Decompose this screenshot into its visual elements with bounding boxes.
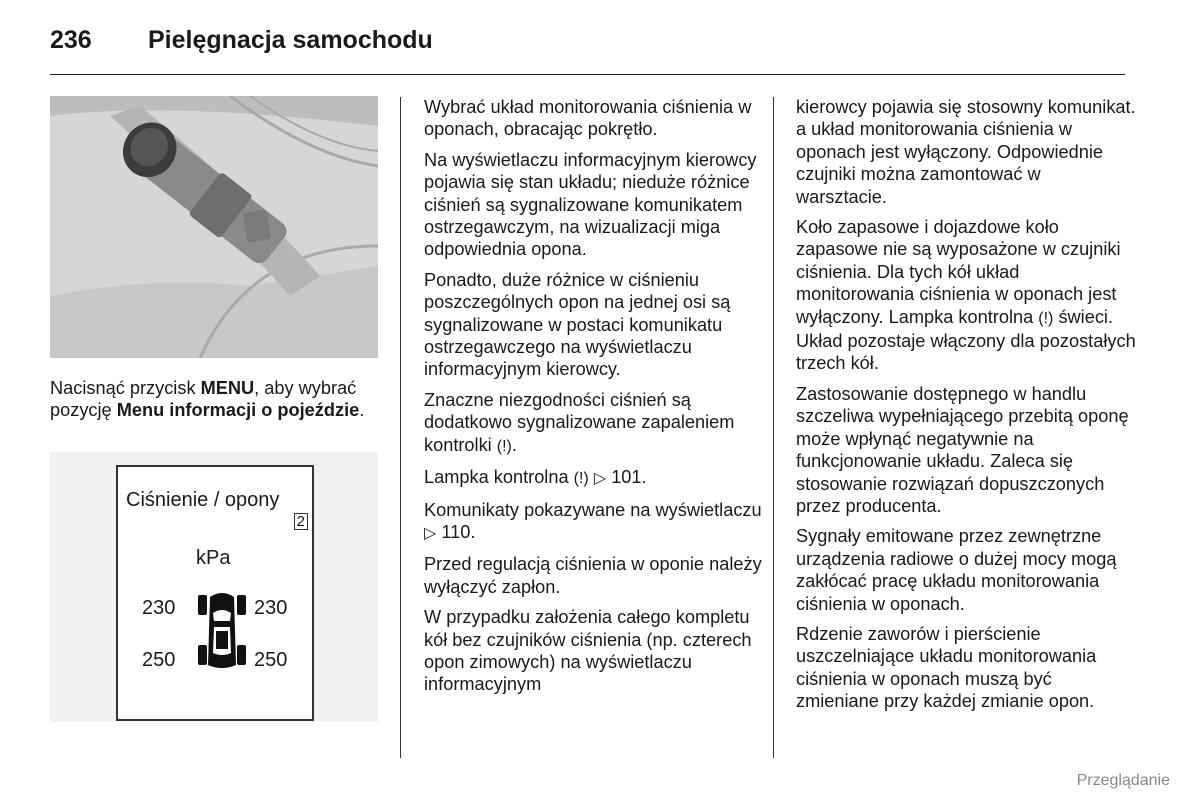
paragraph: W przypadku założenia całego kompletu kół bez czujników ciśnienia (np. czterech opon zimowych) na wyświetlaczu informacyjnym [424,607,752,695]
caption-text: Nacisnąć przycisk [50,378,201,398]
tire-pressure-warning-icon: (!) [1038,309,1054,327]
paragraph: Zastosowanie dostępnego w handlu szczeliwa wypełniającego przebitą oponę może wpłynąć negatywnie na funkcjonowanie układu. Zaleca się stosowanie rozwiązań dopuszczonych przez producenta. [796,383,1129,516]
paragraph: Na wyświetlaczu informacyjnym kierowcy pojawia się stan układu; nieduże różnice ciśnień są sygnalizowane komunikatem ostrzegawczym, na wizualizacji miga odpowiednia opona. [424,149,757,260]
paragraph: kierowcy pojawia się stosowny komunikat. a układ monitorowania ciśnienia w oponach jest wyłączony. Odpowiednie czujniki można zamontować w warsztacie. [796,97,1136,207]
paragraph: Sygnały emitowane przez zewnętrzne urządzenia radiowe o dużej mocy mogą zakłócać pracę układu monitorowania ciśnienia w oponach. [796,526,1117,614]
header-divider [50,74,1125,75]
page-reference: 110. [441,521,476,542]
paragraph-text: Koło zapasowe i dojazdowe koło zapasowe nie są wyposażone w czujniki ciśnienia. Dla tych kół układ monitorowania ciśnienia w oponach jest wyłączony. Lampka kontrolna [796,217,1121,327]
paragraph [796,216,1136,375]
page-reference-arrow-icon: ▷ [424,524,437,542]
car-top-view-icon [198,591,246,671]
paragraph [424,389,764,458]
column-divider [400,97,401,758]
pressure-front-left: 230 [142,597,176,619]
page-title: Pielęgnacja samochodu [148,26,433,54]
paragraph-text: Lampka kontrolna [424,467,574,488]
caption-text-2: , aby wybrać pozycję [50,378,357,421]
paragraph-text: . [511,434,517,455]
page-number: 236 [50,26,92,54]
paragraph: Wybrać układ monitorowania ciśnienia w oponach, obracając pokrętło. [424,97,752,140]
menu-button-label: MENU [200,378,255,398]
pressure-rear-left: 250 [142,649,176,671]
display-page-indicator: 2 [294,513,308,530]
paragraph: Rdzenie zaworów i pierścienie uszczelniające układu monitorowania ciśnienia w oponach muszą być zmieniane przy każdej zmianie opon. [796,623,1097,712]
page-reference: 101. [611,467,647,488]
footer-label: Przeglądanie [1076,772,1170,789]
instruction-caption [50,377,380,422]
paragraph [424,499,764,546]
pressure-front-right: 230 [254,597,288,619]
stalk-control-illustration [50,96,378,358]
tire-pressure-warning-icon: (!) [496,437,512,455]
paragraph-text: Znaczne niezgodności ciśnień są dodatkowo sygnalizowane zapaleniem kontrolki [424,389,735,455]
menu-info-label: Menu informacji o pojeździe [116,400,360,421]
paragraph-text: Komunikaty pokazywane na wyświetlaczu [424,499,762,520]
paragraph-text: świeci. Układ pozostaje włączony dla pozostałych trzech kół. [796,306,1136,374]
paragraph [424,466,764,490]
pressure-rear-right: 250 [254,649,288,671]
tire-pressure-display [116,465,314,721]
text-column-right [796,96,1136,721]
page-reference-arrow-icon: ▷ [593,470,607,488]
paragraph: Przed regulacją ciśnienia w oponie należy wyłączyć zapłon. [424,554,762,597]
display-unit: kPa [196,547,231,569]
tire-pressure-warning-icon: (!) [573,470,589,488]
paragraph: Ponadto, duże różnice w ciśnieniu poszczególnych opon na jednej osi są sygnalizowane w postaci komunikatu ostrzegawczego na wyświetlaczu informacyjnym kierowcy. [424,269,731,380]
display-title: Ciśnienie / opony [126,489,280,511]
column-divider [773,97,774,758]
caption-text-3: . [359,400,365,421]
text-column-middle [424,96,764,704]
